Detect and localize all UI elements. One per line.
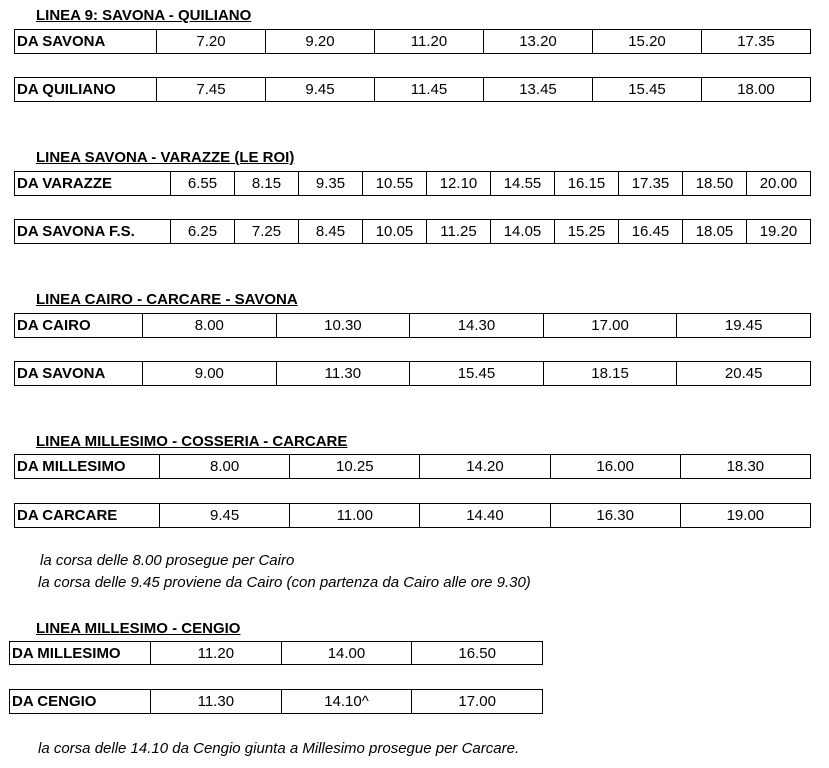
timetable-cairo-savona-outbound [14, 313, 811, 338]
departure-time: 8.15 [235, 172, 299, 196]
departure-time: 11.30 [276, 362, 410, 386]
departure-time: 18.00 [702, 78, 811, 102]
timetable-savona-quiliano-outbound [14, 29, 811, 54]
row-label: DA MILLESIMO [10, 642, 151, 665]
table-row [15, 504, 811, 528]
departure-time: 19.20 [747, 220, 811, 244]
timetable-millesimo-carcare-return [14, 503, 811, 528]
line-title-millesimo-cosseria-carcare: LINEA MILLESIMO - COSSERIA - CARCARE [36, 433, 348, 450]
departure-time: 20.00 [747, 172, 811, 196]
departure-time: 10.25 [290, 455, 420, 479]
departure-time: 18.15 [543, 362, 677, 386]
departure-time: 9.45 [160, 504, 290, 528]
departure-time: 9.20 [266, 30, 375, 54]
departure-time: 20.45 [677, 362, 811, 386]
timetable-millesimo-cengio-return [9, 689, 543, 714]
table-row [15, 30, 811, 54]
departure-time: 8.45 [299, 220, 363, 244]
line-title-savona-varazze: LINEA SAVONA - VARAZZE (LE ROI) [36, 149, 295, 166]
timetable-cairo-savona-return [14, 361, 811, 386]
line-title-millesimo-cengio: LINEA MILLESIMO - CENGIO [36, 620, 241, 637]
departure-time: 11.20 [151, 642, 282, 665]
departure-time: 16.30 [550, 504, 680, 528]
departure-time: 18.30 [680, 455, 810, 479]
timetable-savona-varazze-return [14, 219, 811, 244]
departure-time: 11.30 [151, 690, 282, 714]
row-label: DA CENGIO [10, 690, 151, 714]
table-row [10, 690, 543, 714]
departure-time: 15.45 [410, 362, 544, 386]
table-row [15, 362, 811, 386]
departure-time: 12.10 [427, 172, 491, 196]
departure-time: 16.50 [412, 642, 543, 665]
departure-time: 11.00 [290, 504, 420, 528]
departure-time: 15.20 [593, 30, 702, 54]
footnote: la corsa delle 8.00 prosegue per Cairo [40, 552, 295, 569]
timetable-millesimo-cengio-outbound [9, 641, 543, 665]
departure-time: 17.35 [702, 30, 811, 54]
row-label: DA QUILIANO [15, 78, 157, 102]
departure-time: 16.00 [550, 455, 680, 479]
departure-time: 7.20 [157, 30, 266, 54]
departure-time: 11.45 [375, 78, 484, 102]
table-row [15, 172, 811, 196]
departure-time: 14.20 [420, 455, 550, 479]
table-row [15, 455, 811, 479]
departure-time: 14.05 [491, 220, 555, 244]
line-title-cairo-carcare-savona: LINEA CAIRO - CARCARE - SAVONA [36, 291, 298, 308]
departure-time: 14.00 [281, 642, 412, 665]
departure-time: 14.40 [420, 504, 550, 528]
row-label: DA SAVONA F.S. [15, 220, 171, 244]
departure-time: 10.55 [363, 172, 427, 196]
row-label: DA SAVONA [15, 30, 157, 54]
departure-time: 11.20 [375, 30, 484, 54]
departure-time: 14.55 [491, 172, 555, 196]
departure-time: 18.05 [683, 220, 747, 244]
row-label: DA CAIRO [15, 314, 143, 338]
departure-time: 9.35 [299, 172, 363, 196]
departure-time: 9.45 [266, 78, 375, 102]
departure-time: 17.00 [543, 314, 677, 338]
departure-time: 6.25 [171, 220, 235, 244]
departure-time: 8.00 [143, 314, 277, 338]
departure-time: 18.50 [683, 172, 747, 196]
timetable-savona-varazze-outbound [14, 171, 811, 196]
departure-time: 13.45 [484, 78, 593, 102]
departure-time: 14.30 [410, 314, 544, 338]
departure-time: 16.45 [619, 220, 683, 244]
departure-time: 6.55 [171, 172, 235, 196]
row-label: DA MILLESIMO [15, 455, 160, 479]
row-label: DA SAVONA [15, 362, 143, 386]
table-row [15, 78, 811, 102]
table-row [15, 314, 811, 338]
departure-time: 9.00 [143, 362, 277, 386]
departure-time: 15.25 [555, 220, 619, 244]
departure-time: 19.00 [680, 504, 810, 528]
footnote: la corsa delle 9.45 proviene da Cairo (con partenza da Cairo alle ore 9.30) [38, 574, 531, 591]
departure-time: 7.25 [235, 220, 299, 244]
departure-time: 17.35 [619, 172, 683, 196]
departure-time: 10.30 [276, 314, 410, 338]
departure-time: 16.15 [555, 172, 619, 196]
departure-time: 8.00 [160, 455, 290, 479]
footnote: la corsa delle 14.10 da Cengio giunta a Millesimo prosegue per Carcare. [38, 740, 520, 757]
departure-time: 13.20 [484, 30, 593, 54]
departure-time: 10.05 [363, 220, 427, 244]
table-row [15, 220, 811, 244]
timetable-millesimo-carcare-outbound [14, 454, 811, 479]
departure-time: 11.25 [427, 220, 491, 244]
line-title-savona-quiliano: LINEA 9: SAVONA - QUILIANO [36, 7, 252, 24]
departure-time: 17.00 [412, 690, 543, 714]
table-row [10, 642, 543, 665]
departure-time: 7.45 [157, 78, 266, 102]
departure-time: 19.45 [677, 314, 811, 338]
timetable-savona-quiliano-return [14, 77, 811, 102]
departure-time: 15.45 [593, 78, 702, 102]
row-label: DA CARCARE [15, 504, 160, 528]
departure-time: 14.10^ [281, 690, 412, 714]
row-label: DA VARAZZE [15, 172, 171, 196]
